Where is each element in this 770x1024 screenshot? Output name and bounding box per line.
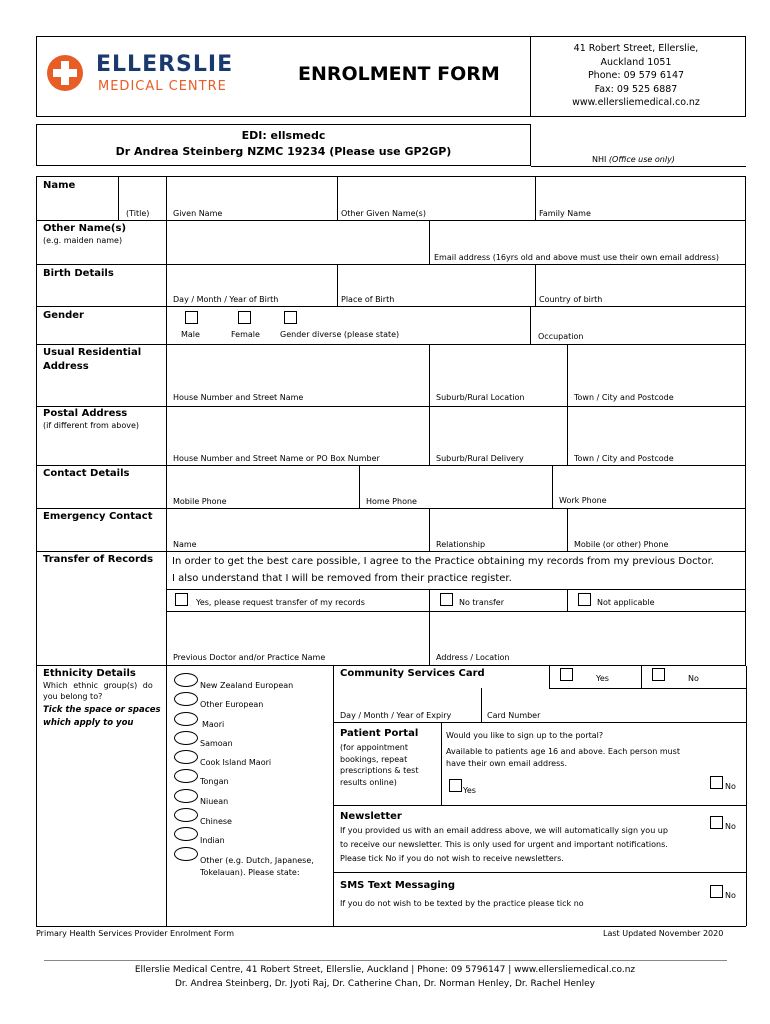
ethnicity-niuean-option[interactable] [174, 789, 198, 803]
csc-card-number-field[interactable]: Card Number [487, 711, 541, 720]
ethnicity-samoan-option[interactable] [174, 731, 198, 745]
prev-doctor-field[interactable]: Previous Doctor and/or Practice Name [173, 653, 326, 662]
postal-town-field[interactable]: Town / City and Postcode [574, 454, 674, 463]
prev-address-field[interactable]: Address / Location [436, 653, 510, 662]
ethnicity-nz-european-option[interactable] [174, 673, 198, 687]
emergency-label: Emergency Contact [43, 511, 153, 522]
emergency-relationship-field[interactable]: Relationship [436, 540, 486, 549]
transfer-label: Transfer of Records [43, 554, 154, 565]
diverse-checkbox[interactable] [284, 311, 297, 324]
postal-suburb-field[interactable]: Suburb/Rural Delivery [436, 454, 524, 463]
csc-label: Community Services Card [340, 668, 485, 679]
portal-no-checkbox[interactable] [710, 776, 723, 789]
home-phone-field[interactable]: Home Phone [366, 497, 417, 506]
other-given-field[interactable]: Other Given Name(s) [341, 209, 426, 218]
emergency-name-field[interactable]: Name [173, 540, 197, 549]
transfer-na-checkbox[interactable] [578, 593, 591, 606]
portal-yes-checkbox[interactable] [449, 779, 462, 792]
emergency-phone-field[interactable]: Mobile (or other) Phone [574, 540, 669, 549]
newsletter-label: Newsletter [340, 811, 402, 822]
sms-label: SMS Text Messaging [340, 880, 456, 891]
edi-line1: EDI: ellsmedc [241, 129, 326, 142]
res-town-field[interactable]: Town / City and Postcode [574, 393, 674, 402]
contact-label: Contact Details [43, 468, 130, 479]
family-name-field[interactable]: Family Name [539, 209, 591, 218]
transfer-text1: In order to get the best care possible, I agree to the Practice obtaining my records from my previous Doctor. [172, 556, 714, 567]
nhi-label: NHI (Office use only) [592, 155, 675, 164]
ethnicity-cook-island-option[interactable] [174, 750, 198, 764]
csc-expiry-field[interactable]: Day / Month / Year of Expiry [340, 711, 452, 720]
postal-label: Postal Address [43, 408, 128, 419]
footer-address: Ellerslie Medical Centre, 41 Robert Street, Ellerslie, Auckland | Phone: 09 5796147 | www.ellersliemedical.co.nz [134, 965, 636, 975]
given-name-field[interactable]: Given Name [173, 209, 223, 218]
footer-updated: Last Updated November 2020 [603, 929, 724, 938]
page-title: ENROLMENT FORM [298, 63, 500, 85]
footer-form-name: Primary Health Services Provider Enrolment Form [36, 929, 234, 938]
occupation-field[interactable]: Occupation [538, 332, 584, 341]
birth-country-field[interactable]: Country of birth [539, 295, 603, 304]
footer-doctors: Dr. Andrea Steinberg, Dr. Jyoti Raj, Dr. Catherine Chan, Dr. Norman Henley, Dr. Rachel Henley [174, 979, 596, 989]
ethnicity-other-european-option[interactable] [174, 692, 198, 706]
ethnicity-tongan-option[interactable] [174, 769, 198, 783]
logo-sub: MEDICAL CENTRE [98, 79, 227, 94]
email-field[interactable]: Email address (16yrs old and above must use their own email address) [434, 253, 719, 262]
female-checkbox[interactable] [238, 311, 251, 324]
csc-no-checkbox[interactable] [652, 668, 665, 681]
ethnicity-chinese-option[interactable] [174, 808, 198, 822]
res-street-field[interactable]: House Number and Street Name [173, 393, 304, 402]
footer-divider [44, 960, 727, 961]
birthplace-field[interactable]: Place of Birth [341, 295, 395, 304]
ethnicity-indian-option[interactable] [174, 827, 198, 841]
postal-street-field[interactable]: House Number and Street Name or PO Box Number [173, 454, 380, 463]
male-checkbox[interactable] [185, 311, 198, 324]
name-label: Name [43, 180, 76, 191]
residential-label: Usual Residential Address [43, 347, 142, 372]
portal-label: Patient Portal [340, 728, 419, 739]
work-phone-field[interactable]: Work Phone [559, 496, 607, 505]
practice-address: 41 Robert Street, Ellerslie, Auckland 1051 Phone: 09 579 6147 Fax: 09 525 6887 www.ellersliemedical.co.nz [572, 43, 700, 108]
res-suburb-field[interactable]: Suburb/Rural Location [436, 393, 525, 402]
other-names-label: Other Name(s) [43, 223, 127, 234]
csc-yes-checkbox[interactable] [560, 668, 573, 681]
logo-cross-icon [46, 54, 84, 92]
mobile-field[interactable]: Mobile Phone [173, 497, 227, 506]
newsletter-no-checkbox[interactable] [710, 816, 723, 829]
dob-field[interactable]: Day / Month / Year of Birth [173, 295, 279, 304]
ethnicity-maori-option[interactable] [174, 712, 198, 726]
ethnicity-other-option[interactable] [174, 847, 198, 861]
transfer-no-checkbox[interactable] [440, 593, 453, 606]
edi-line2: Dr Andrea Steinberg NZMC 19234 (Please use GP2GP) [115, 145, 452, 158]
birth-label: Birth Details [43, 268, 114, 279]
main-table [36, 176, 746, 666]
logo-name: ELLERSLIE [96, 52, 234, 77]
sms-no-checkbox[interactable] [710, 885, 723, 898]
gender-label: Gender [43, 310, 84, 321]
transfer-text2: I also understand that I will be removed from their practice register. [172, 573, 512, 584]
transfer-yes-checkbox[interactable] [175, 593, 188, 606]
logo [44, 52, 264, 98]
ethnicity-label: Ethnicity Details [43, 668, 136, 679]
